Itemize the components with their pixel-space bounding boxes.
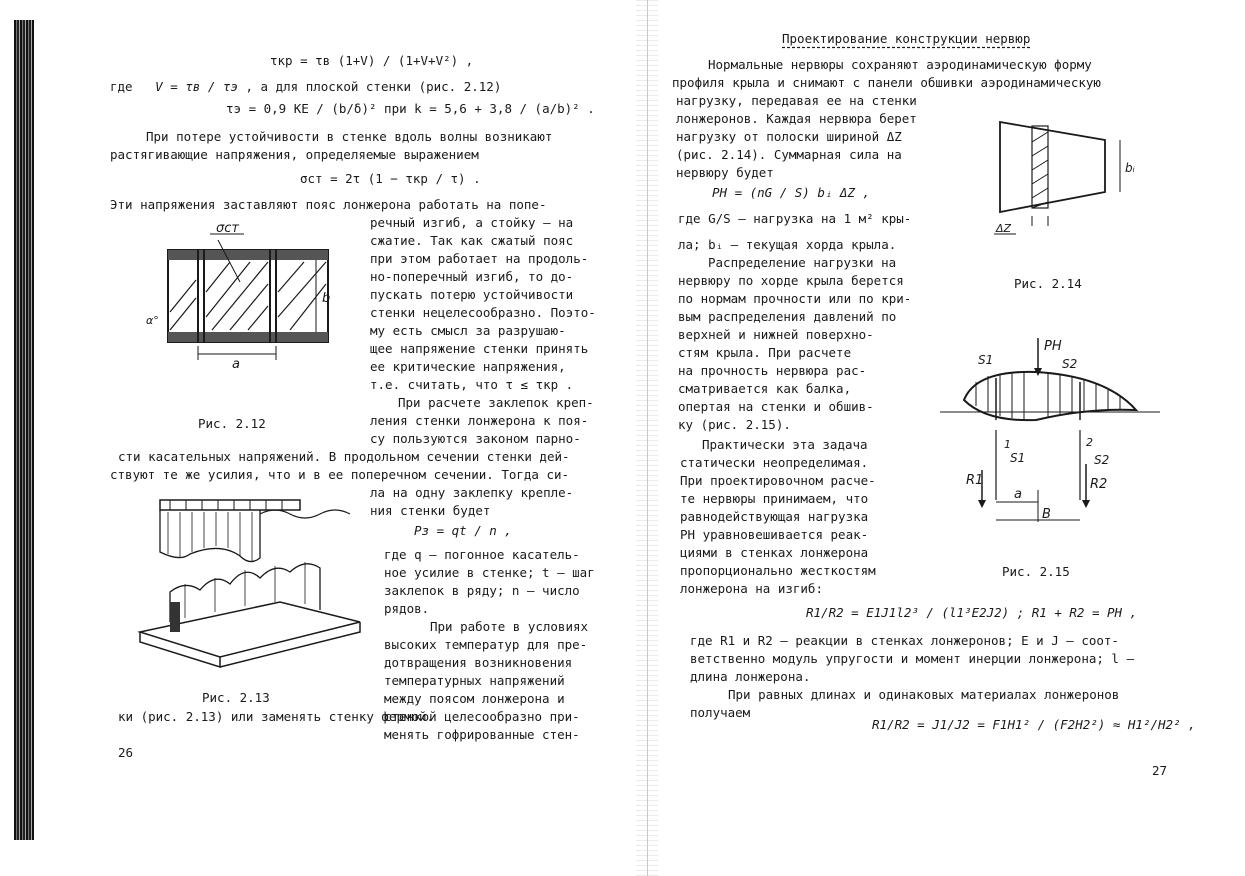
text-line: рядов. [384, 601, 430, 616]
text-line: верхней и нижней поверхно- [678, 327, 874, 342]
text-line: стенки нецелесообразно. Поэто- [370, 305, 596, 320]
text-line: При равных длинах и одинаковых материалах лонжеронов [728, 687, 1120, 702]
text-line: при этом работает на продоль- [370, 251, 589, 266]
figure-2-12 [140, 222, 360, 372]
text-line: дотвращения возникновения [384, 655, 573, 670]
text-line: те нервюры принимаем, что [680, 491, 869, 506]
text-line: на прочность нервюра рас- [678, 363, 867, 378]
support-2-label: 2 [1086, 436, 1093, 449]
text-line: ла; bᵢ – текущая хорда крыла. [678, 237, 897, 252]
page-number: 27 [1152, 763, 1168, 778]
text-line: между поясом лонжерона и [384, 691, 565, 706]
text-line: лонжерона на изгиб: [680, 581, 823, 596]
figure-caption-2-13: Рис. 2.13 [202, 690, 270, 705]
page-number: 26 [118, 745, 134, 760]
s1-bottom-label: S1 [1010, 451, 1026, 465]
section-heading: Проектирование конструкции нервюр [782, 31, 1031, 46]
text-line: (рис. 2.14). Суммарная сила на [676, 147, 902, 162]
text-line: ки (рис. 2.13) или заменять стенку фермой. [118, 709, 435, 724]
text-line: пускать потерю устойчивости [370, 287, 574, 302]
text-line: му есть смысл за разрушаю- [370, 323, 566, 338]
text-line: При работе в условиях [430, 619, 589, 634]
text-line: сжатие. Так как сжатый пояс [370, 233, 574, 248]
text-line: ствуют те же усилия, что и в ее поперечном сечении. Тогда си- [110, 467, 570, 482]
text-line: статически неопределимая. [680, 455, 869, 470]
text-line: равнодействующая нагрузка [680, 509, 869, 524]
book-spine-shadow [14, 20, 34, 840]
s1-top-label: S1 [978, 353, 994, 367]
text-line: При проектировочном расче- [680, 473, 876, 488]
text-line: где V = τв / τэ , а для плоской стенки (рис. 2.12) [110, 79, 502, 94]
text-line: лонжеронов. Каждая нервюра берет [676, 111, 917, 126]
text-line: по нормам прочности или по кри- [678, 291, 912, 306]
text-line: длина лонжерона. [690, 669, 811, 684]
text-line: растягивающие напряжения, определяемые выражением [110, 147, 479, 162]
alpha-label: α° [146, 314, 159, 327]
page-gutter [636, 0, 658, 876]
text-line: высоких температур для пре- [384, 637, 588, 652]
text-line: ления стенки лонжерона к поя- [370, 413, 589, 428]
text-line: При потере устойчивости в стенке вдоль волны возникают [146, 129, 553, 144]
figure-2-14 [980, 112, 1150, 242]
figure-caption-2-12: Рис. 2.12 [198, 416, 266, 431]
text-line: получаем [690, 705, 751, 720]
text-line: ное усилие в стенке; t – шаг [384, 565, 595, 580]
text-line: речный изгиб, а стойку – на [370, 215, 574, 230]
formula-tau-e: τэ = 0,9 KE / (b/δ)² при k = 5,6 + 3,8 / (a/b)² . [226, 101, 595, 116]
text-line: Эти напряжения заставляют пояс лонжерона работать на попе- [110, 197, 547, 212]
ph-label: PН [1044, 339, 1062, 354]
text-line: нервюру будет [676, 165, 774, 180]
formula-rib-force: PН = (nG / S) bᵢ ΔZ , [712, 185, 871, 200]
text-line: где q – погонное касатель- [384, 547, 580, 562]
a-label: a [232, 357, 240, 372]
formula-rivet-force: Pз = qt / n , [414, 523, 512, 538]
text-line: су пользуются законом парно- [370, 431, 581, 446]
text-line: циями в стенках лонжерона [680, 545, 869, 560]
text-line: PН уравновешивается реак- [680, 527, 869, 542]
formula-sigma-st: σст = 2τ (1 − τкр / τ) . [300, 171, 481, 186]
text-line: сти касательных напряжений. В продольном сечении стенки дей- [118, 449, 570, 464]
text-line: пропорционально жесткостям [680, 563, 876, 578]
text-line: т.е. считать, что τ ≤ τкр . [370, 377, 574, 392]
text-line: стенкой целесообразно при- [384, 709, 580, 724]
formula-equal-lengths: R1/R2 = J1/J2 = F1H1² / (F2H2²) ≈ H1²/H2² , [872, 717, 1196, 732]
text-line: ку (рис. 2.15). [678, 417, 791, 432]
b-label: b [322, 291, 331, 306]
s2-bottom-label: S2 [1094, 453, 1110, 467]
text-line: ла на одну заклепку крепле- [370, 485, 574, 500]
figure-caption-2-14: Рис. 2.14 [1014, 276, 1082, 291]
text-line: Практически эта задача [702, 437, 868, 452]
text-line: ее критические напряжения, [370, 359, 566, 374]
text-line: но-поперечный изгиб, то до- [370, 269, 574, 284]
figure-2-15 [936, 330, 1166, 540]
r2-label: R2 [1090, 477, 1108, 492]
formula-reactions-ratio: R1/R2 = E1J1l2³ / (l1³E2J2) ; R1 + R2 = PН , [806, 605, 1138, 620]
text-line: нервюру по хорде крыла берется [678, 273, 904, 288]
text-line: ния стенки будет [370, 503, 491, 518]
text-line: где R1 и R2 – реакции в стенках лонжеронов; E и J – соот- [690, 633, 1119, 648]
sigma-label: σст [216, 221, 239, 236]
bi-label: bᵢ [1125, 161, 1135, 175]
r1-label: R1 [966, 473, 984, 488]
text-line: нагрузку, передавая ее на стенки [676, 93, 917, 108]
text-line: нагрузку от полоски шириной ΔZ [676, 129, 902, 144]
text-line: заклепок в ряду; n – число [384, 583, 580, 598]
text-line: Распределение нагрузки на [708, 255, 897, 270]
text-line: Нормальные нервюры сохраняют аэродинамическую форму [708, 57, 1092, 72]
formula-tau-kr: τкр = τв (1+V) / (1+V+V²) , [270, 53, 474, 68]
text-line: профиля крыла и снимают с панели обшивки аэродинамическую [672, 75, 1101, 90]
text-line: При расчете заклепок креп- [398, 395, 594, 410]
text-line: сматривается как балка, [678, 381, 852, 396]
text-line: вым распределения давлений по [678, 309, 897, 324]
text-line: щее напряжение стенки принять [370, 341, 589, 356]
text-line: ветственно модуль упругости и момент инерции лонжерона; l – [690, 651, 1135, 666]
a-dim-label: a [1014, 487, 1022, 502]
support-1-label: 1 [1004, 438, 1011, 451]
text-line: менять гофрированные стен- [384, 727, 580, 742]
dz-label: ΔZ [996, 222, 1012, 235]
text-line: стям крыла. При расчете [678, 345, 852, 360]
figure-caption-2-15: Рис. 2.15 [1002, 564, 1070, 579]
text-line: опертая на стенки и обшив- [678, 399, 874, 414]
figure-2-13 [130, 492, 370, 682]
text-line: где G/S – нагрузка на 1 м² кры- [678, 211, 912, 226]
s2-top-label: S2 [1062, 357, 1078, 371]
text-line: температурных напряжений [384, 673, 565, 688]
b-dim-label: B [1042, 507, 1051, 522]
